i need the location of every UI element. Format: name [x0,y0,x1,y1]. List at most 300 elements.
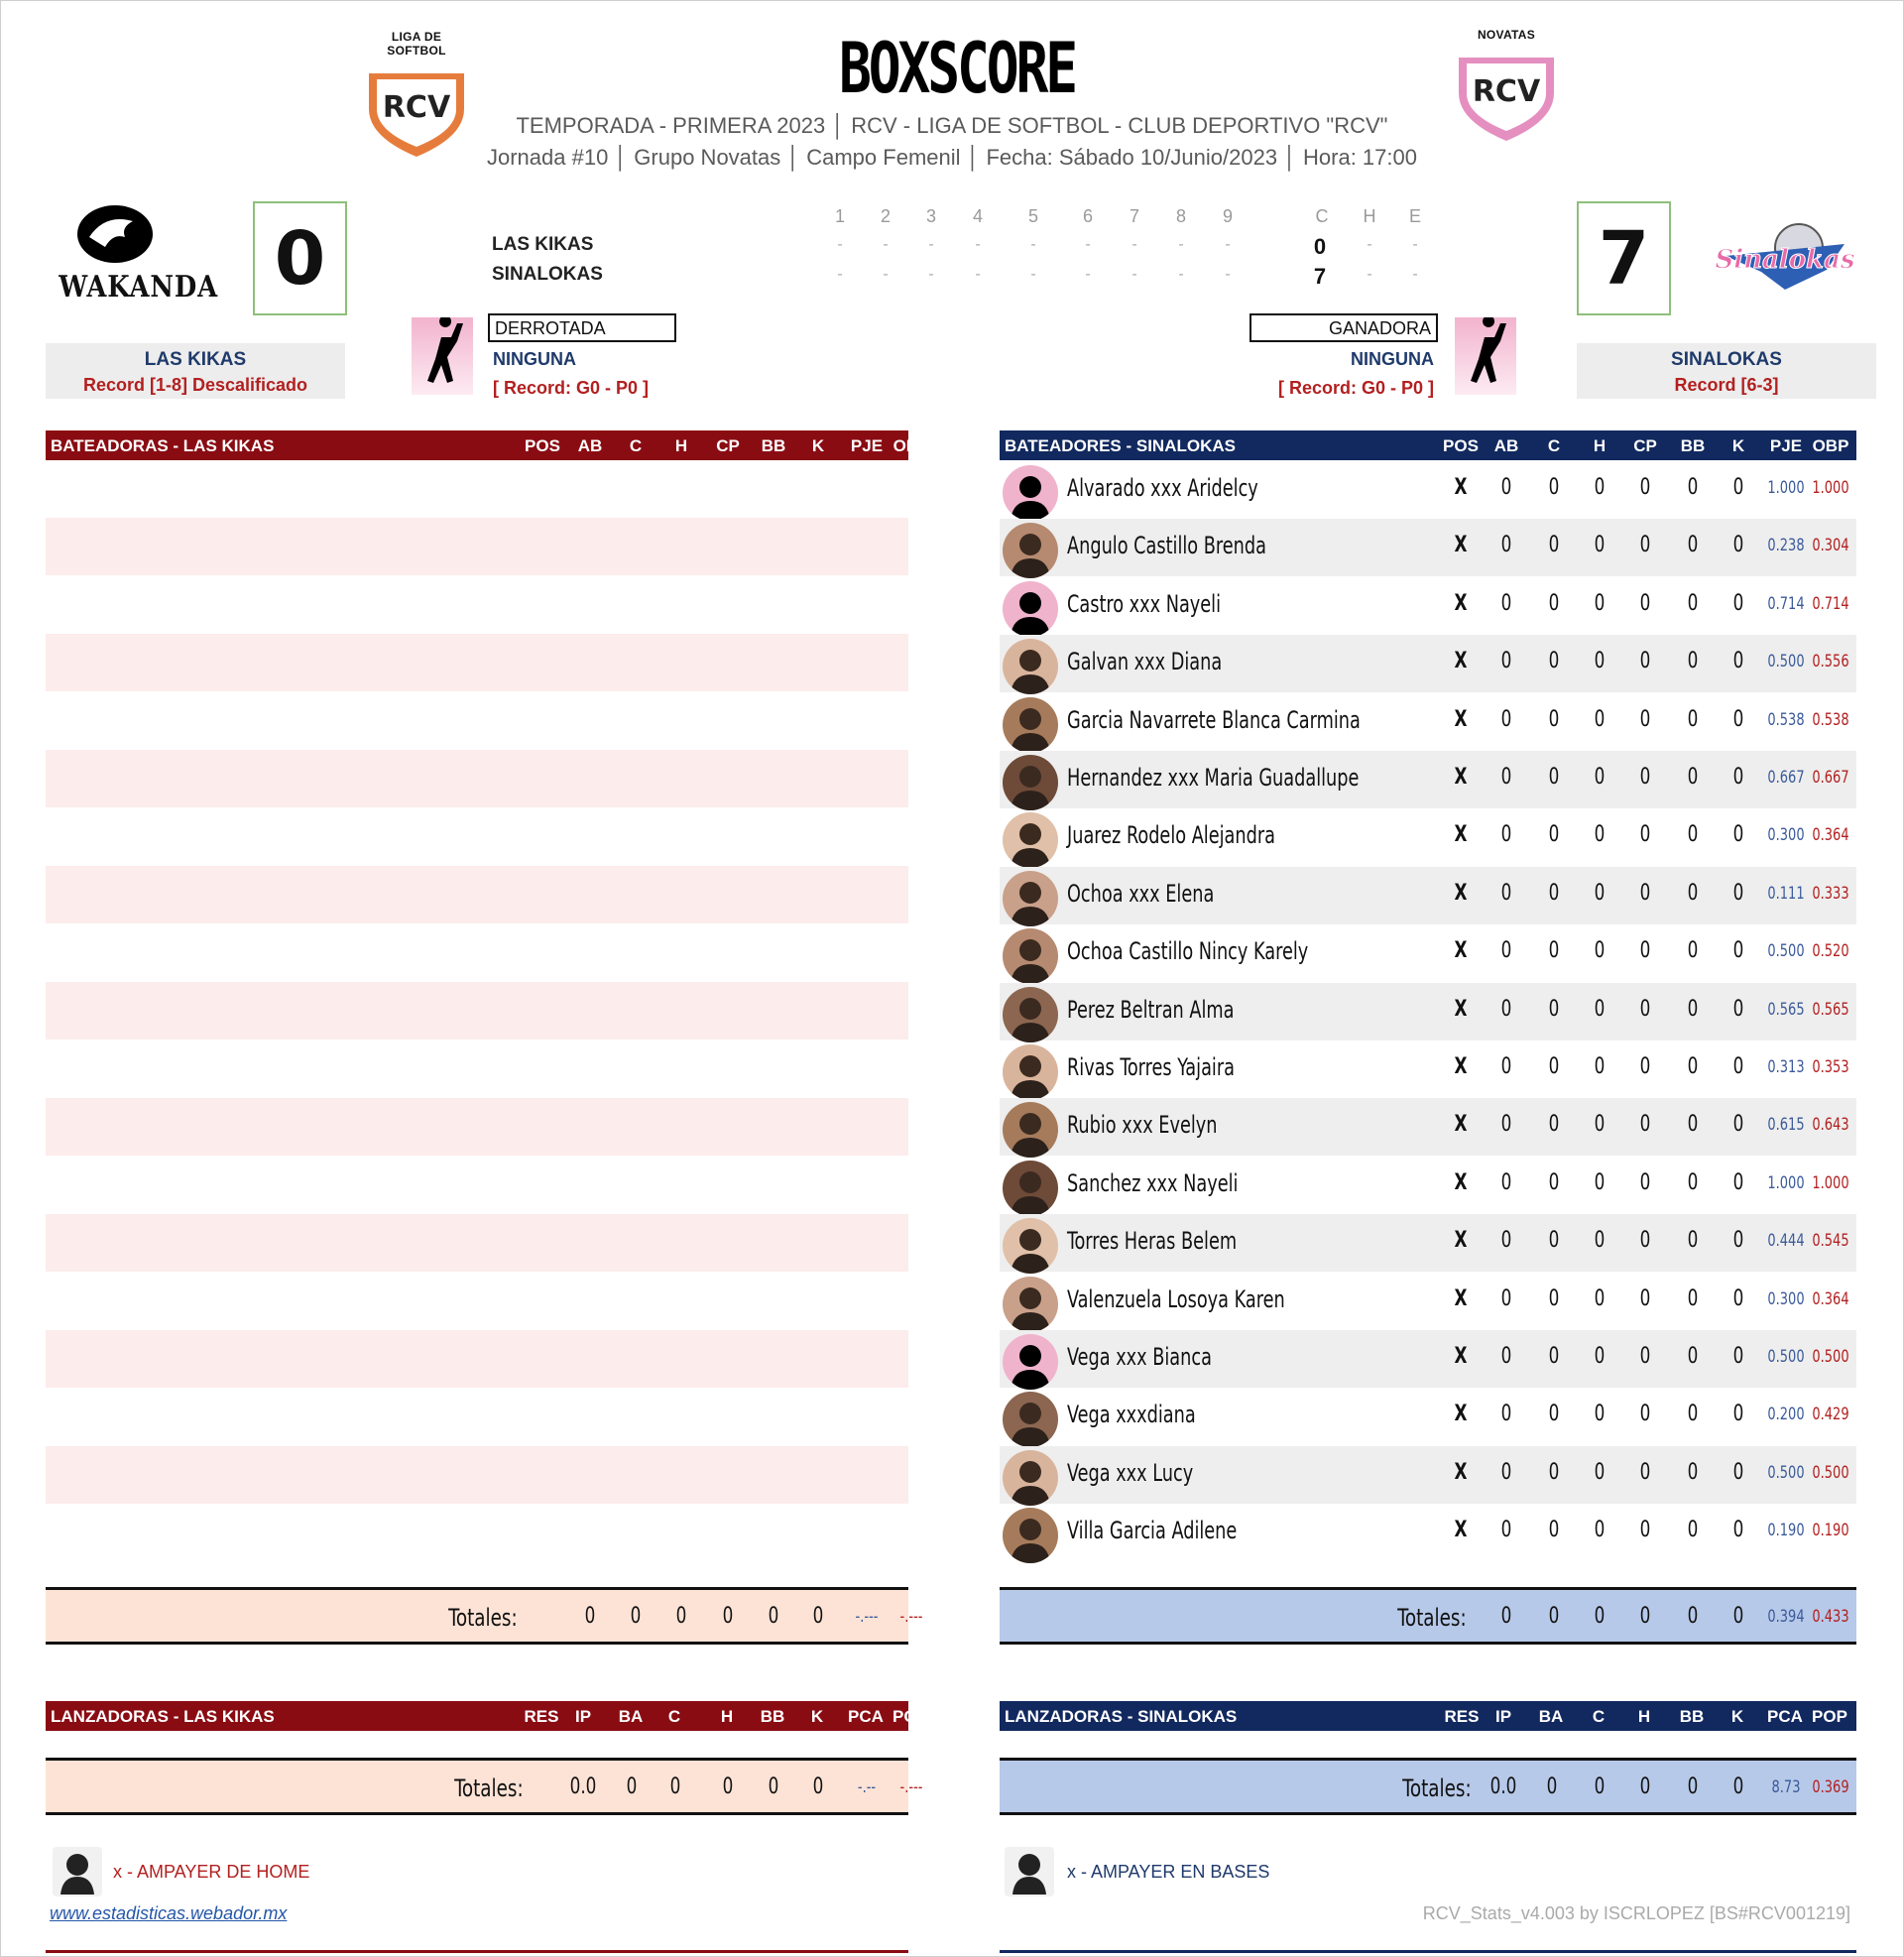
player-name: Sanchez xxx Nayeli [1067,1168,1239,1197]
player-stat: 0 [1732,1169,1744,1195]
total-value: 0 [1732,1774,1744,1799]
total-obp: -.--- [899,1607,923,1627]
winning-pitcher-name: NINGUNA [1351,349,1434,369]
player-stat: 0 [1500,822,1512,848]
player-stat: 0 [1548,1228,1560,1254]
away-inning-score: - [883,236,889,253]
total-value: 0 [1687,1774,1699,1799]
umpire-icon [1005,1847,1054,1896]
table-row [1000,1388,1856,1445]
player-stat: 0 [1732,765,1744,790]
total-value: 0 [626,1774,638,1799]
total-obp: 0.369 [1812,1777,1849,1797]
away-team-logo [50,203,218,305]
column-header-bb: BB [761,436,786,455]
player-name: Castro xxx Nayeli [1067,589,1222,618]
total-value: 0 [1548,1604,1560,1629]
player-pje: 0.238 [1767,536,1805,556]
losing-pitcher-name: NINGUNA [493,349,576,369]
player-stat: 0 [1500,1518,1512,1543]
umpire-icon [53,1847,102,1896]
player-name: Valenzuela Losoya Karen [1067,1284,1285,1313]
home-team-record: Record [6-3] [1674,375,1779,395]
total-value: 0 [584,1604,596,1629]
player-pje: 1.000 [1767,478,1805,498]
player-stat: 0 [1548,590,1560,616]
player-name: Juarez Rodelo Alejandra [1067,821,1275,850]
player-stat: 0 [1548,706,1560,732]
away-inning-score: - [1178,236,1184,253]
rhe-header: C [1315,206,1329,226]
away-runs: 0 [1313,234,1327,259]
player-stat: 0 [1687,822,1699,848]
player-pos: X [1454,765,1468,790]
home-pitching-totals [1000,1758,1856,1815]
total-pje: 8.73 [1771,1777,1801,1797]
total-value: 0 [1594,1774,1606,1799]
player-pos: X [1454,1112,1468,1138]
player-obp: 0.190 [1812,1521,1849,1541]
novatas-logo-text: RCV [1472,74,1541,109]
player-stat: 0 [1639,475,1651,500]
player-obp: 0.538 [1812,709,1849,730]
away-inning-score: - [1225,236,1231,253]
home-inning-score: - [975,266,981,283]
player-stat: 0 [1639,1459,1651,1485]
player-silhouette-icon [1003,639,1058,694]
home-inning-score: - [1225,266,1231,283]
player-stat: 0 [1548,1344,1560,1369]
total-value: 0 [1594,1604,1606,1629]
player-stat: 0 [1732,1344,1744,1369]
total-obp: 0.433 [1812,1607,1849,1627]
player-stat: 0 [1687,996,1699,1022]
player-obp: 0.353 [1812,1057,1849,1077]
linescore-home-name: SINALOKAS [492,264,603,285]
player-stat: 0 [1548,533,1560,558]
player-avatar [1003,1218,1058,1274]
inning-number: 7 [1129,206,1139,226]
player-stat: 0 [1639,1518,1651,1543]
column-header-ip: IP [574,1707,592,1726]
column-header-pop: POP [1812,1707,1847,1726]
away-batting-row [46,866,908,923]
total-obp: -.--- [899,1777,923,1797]
total-value: 0 [722,1604,734,1629]
home-rhe-dash: - [1412,266,1418,283]
player-silhouette-icon [1003,1044,1058,1100]
away-batting-row [46,1214,908,1272]
page-title: BOXSCORE [838,28,1076,109]
column-header-c: C [1547,436,1561,455]
player-stat: 0 [1687,1112,1699,1138]
player-pos: X [1454,706,1468,732]
player-name: Vega xxxdiana [1067,1401,1196,1429]
player-silhouette-icon [1003,1450,1058,1506]
player-obp: 0.304 [1812,536,1849,556]
player-pje: 0.538 [1767,709,1805,730]
inning-number: 2 [880,206,891,226]
away-pitching-header [46,1701,928,1731]
away-record-panel [46,343,345,399]
player-stat: 0 [1639,649,1651,674]
player-stat: 0 [1687,1402,1699,1427]
total-pje: -.--- [855,1607,879,1627]
player-stat: 0 [1500,1344,1512,1369]
column-header-pca: PCA [848,1707,884,1726]
away-team-name: LAS KIKAS [144,349,247,370]
column-header-k: K [811,436,825,455]
player-stat: 0 [1732,649,1744,674]
base-umpire-text: x - AMPAYER EN BASES [1067,1862,1270,1882]
home-inning-score: - [928,266,934,283]
player-stat: 0 [1594,1344,1606,1369]
player-pje: 0.190 [1767,1521,1805,1541]
player-stat: 0 [1687,475,1699,500]
table-row [1000,1446,1856,1504]
away-batting-row [46,750,908,807]
player-pos: X [1454,938,1468,964]
player-stat: 0 [1639,1054,1651,1079]
player-pos: X [1454,1344,1468,1369]
player-stat: 0 [1594,765,1606,790]
player-silhouette-icon [1003,1161,1058,1216]
player-obp: 0.364 [1812,825,1849,846]
home-batting-header [1000,430,1856,460]
player-stat: 0 [1639,765,1651,790]
player-name: Perez Beltran Alma [1067,995,1235,1024]
total-value: 0 [722,1774,734,1799]
away-rhe-dash: - [1367,236,1372,253]
player-stat: 0 [1639,1228,1651,1254]
home-inning-score: - [1030,266,1036,283]
column-header-bb: BB [760,1707,785,1726]
home-rhe-dash: - [1367,266,1372,283]
column-header-pop: POP [892,1707,928,1726]
player-silhouette-icon [1003,1218,1058,1274]
player-pje: 0.500 [1767,1347,1805,1367]
player-stat: 0 [1500,590,1512,616]
pitcher-silhouette-icon [1455,317,1516,395]
home-batting-totals [1000,1587,1856,1645]
player-stat: 0 [1548,938,1560,964]
player-stat: 0 [1639,1344,1651,1369]
player-name: Alvarado xxx Aridelcy [1067,474,1258,502]
column-header-bb: BB [1679,1707,1705,1726]
player-silhouette-icon [1003,812,1058,868]
away-inning-score: - [1030,236,1036,253]
player-stat: 0 [1732,996,1744,1022]
total-value: 0 [1546,1774,1558,1799]
player-obp: 0.545 [1812,1231,1849,1252]
home-team-name: SINALOKAS [1671,349,1782,370]
novatas-logo-caption: NOVATAS [1477,28,1536,42]
player-stat: 0 [1639,938,1651,964]
player-stat: 0 [1548,822,1560,848]
player-obp: 0.500 [1812,1347,1849,1367]
column-header-ba: BA [618,1707,644,1726]
player-pje: 0.500 [1767,941,1805,962]
player-stat: 0 [1687,1054,1699,1079]
total-ip: 0.0 [1489,1774,1517,1799]
player-stat: 0 [1687,590,1699,616]
away-batting-row [46,1446,908,1504]
player-pos: X [1454,880,1468,906]
player-stat: 0 [1500,1459,1512,1485]
player-stat: 0 [1732,1228,1744,1254]
column-header-ip: IP [1494,1707,1512,1726]
column-header-ab: AB [577,436,603,455]
column-header-pje: PJE [1769,436,1803,455]
column-header-c: C [1592,1707,1606,1726]
player-obp: 0.643 [1812,1115,1849,1136]
home-logo-text: Sinalokas [1716,245,1854,275]
player-stat: 0 [1687,706,1699,732]
away-batting-row [46,634,908,691]
player-avatar [1003,1508,1058,1563]
player-name: Angulo Castillo Brenda [1067,532,1266,560]
player-stat: 0 [1548,1402,1560,1427]
sinalokas-logo-icon [1716,220,1854,294]
player-name: Ochoa Castillo Nincy Karely [1067,937,1309,966]
winning-pitcher-record: [ Record: G0 - P0 ] [1277,378,1434,398]
player-avatar [1003,697,1058,753]
away-inning-score: - [1085,236,1091,253]
home-inning-score: - [1085,266,1091,283]
player-stat: 0 [1500,706,1512,732]
player-pje: 0.300 [1767,1288,1805,1309]
table-row [1000,1157,1856,1214]
column-header-pos: POS [1443,436,1479,455]
player-stat: 0 [1594,1285,1606,1311]
player-stat: 0 [1500,1112,1512,1138]
away-batting-row [46,1098,908,1156]
player-stat: 0 [1594,822,1606,848]
player-silhouette-icon [1003,1392,1058,1447]
player-silhouette-icon [1003,755,1058,810]
total-value: 0 [675,1604,687,1629]
away-logo-text: WAKANDA [59,270,218,305]
player-obp: 0.667 [1812,768,1849,788]
player-pje: 0.667 [1767,768,1805,788]
away-pitching-title: LANZADORAS - LAS KIKAS [51,1707,275,1726]
total-pje: 0.394 [1767,1607,1805,1627]
player-stat: 0 [1594,1054,1606,1079]
player-silhouette-icon [1003,871,1058,926]
home-pitching-header [1000,1701,1856,1731]
player-stat: 0 [1639,1285,1651,1311]
player-avatar [1003,987,1058,1042]
league-logo-caption: LIGA DE SOFTBOL [387,30,446,58]
away-inning-score: - [975,236,981,253]
column-header-ba: BA [1538,1707,1564,1726]
player-stat: 0 [1732,1402,1744,1427]
player-stat: 0 [1548,1285,1560,1311]
total-ip: 0.0 [569,1774,597,1799]
away-pitching-totals [46,1758,923,1815]
player-stat: 0 [1732,938,1744,964]
player-stat: 0 [1594,1169,1606,1195]
player-stat: 0 [1500,1054,1512,1079]
player-pos: X [1454,590,1468,616]
total-value: 0 [630,1604,642,1629]
player-stat: 0 [1687,1285,1699,1311]
player-pje: 0.200 [1767,1405,1805,1425]
player-pje: 0.500 [1767,1462,1805,1483]
table-row [1000,808,1856,866]
player-stat: 0 [1732,1054,1744,1079]
total-value: 0 [1639,1604,1651,1629]
player-stat: 0 [1594,1459,1606,1485]
home-inning-score: - [1131,266,1137,283]
column-header-k: K [1730,1707,1744,1726]
away-inning-score: - [928,236,934,253]
player-stat: 0 [1594,938,1606,964]
player-stat: 0 [1639,590,1651,616]
column-header-obp: OBP [1812,436,1849,455]
player-name: Villa Garcia Adilene [1067,1517,1238,1545]
player-stat: 0 [1639,706,1651,732]
player-pos: X [1454,1459,1468,1485]
away-batting-row [46,1330,908,1388]
player-obp: 0.565 [1812,999,1849,1020]
inning-number: 6 [1082,206,1093,226]
player-stat: 0 [1500,1228,1512,1254]
player-stat: 0 [1594,1112,1606,1138]
player-stat: 0 [1548,765,1560,790]
base-umpire-avatar [1005,1847,1054,1896]
player-stat: 0 [1500,938,1512,964]
total-value: 0 [768,1774,779,1799]
player-avatar [1003,1334,1058,1390]
column-header-cp: CP [1633,436,1657,455]
stats-website-link[interactable]: www.estadisticas.webador.mx [50,1903,288,1923]
inning-number: 1 [834,206,845,226]
totals-label: Totales: [1397,1604,1467,1632]
player-pje: 0.111 [1767,883,1805,904]
total-value: 0 [1732,1604,1744,1629]
column-header-k: K [1731,436,1745,455]
player-avatar [1003,523,1058,578]
player-stat: 0 [1687,533,1699,558]
player-stat: 0 [1687,938,1699,964]
league-logo-right [1451,28,1562,150]
player-pje: 0.313 [1767,1057,1805,1077]
table-row [1000,577,1856,635]
totals-label: Totales: [1402,1774,1472,1802]
home-record-panel [1577,343,1876,399]
player-stat: 0 [1500,1402,1512,1427]
player-obp: 0.364 [1812,1288,1849,1309]
player-silhouette-icon [1003,697,1058,753]
home-inning-score: - [1178,266,1184,283]
player-pje: 0.500 [1767,652,1805,673]
home-score: 7 [1577,201,1671,315]
away-batting-header [46,430,930,460]
player-stat: 0 [1594,475,1606,500]
home-inning-score: - [883,266,889,283]
player-name: Hernandez xxx Maria Guadallupe [1067,764,1360,792]
player-stat: 0 [1548,996,1560,1022]
away-team-record: Record [1-8] Descalificado [82,375,308,395]
table-row [1000,461,1856,519]
column-header-h: H [720,1707,734,1726]
column-header-c: C [667,1707,681,1726]
player-pos: X [1454,1285,1468,1311]
player-stat: 0 [1594,880,1606,906]
player-stat: 0 [1500,765,1512,790]
home-runs: 7 [1313,264,1327,289]
table-row [1000,1273,1856,1330]
away-rhe-dash: - [1412,236,1418,253]
player-pos: X [1454,1054,1468,1079]
winning-pitcher-image [1455,317,1516,395]
player-silhouette-icon [1003,987,1058,1042]
total-pje: -.-- [857,1777,877,1797]
player-avatar [1003,871,1058,926]
player-stat: 0 [1500,1169,1512,1195]
player-stat: 0 [1500,533,1512,558]
player-silhouette-icon [1003,928,1058,984]
player-silhouette-icon [1003,1334,1058,1390]
column-header-c: C [629,436,643,455]
player-name: Vega xxx Bianca [1067,1343,1212,1371]
rhe-header: E [1408,206,1421,226]
player-name: Torres Heras Belem [1067,1227,1238,1256]
player-name: Garcia Navarrete Blanca Carmina [1067,705,1361,734]
player-pje: 0.615 [1767,1115,1805,1136]
away-batting-row [46,982,908,1040]
inning-number: 4 [972,206,983,226]
player-stat: 0 [1687,1459,1699,1485]
total-value: 0 [768,1604,779,1629]
league-logo-text: RCV [382,90,451,125]
player-avatar [1003,1102,1058,1158]
away-batting-row [46,518,908,575]
player-stat: 0 [1500,880,1512,906]
game-info-line: Jornada #10 │ Grupo Novatas │ Campo Femenil │ Fecha: Sábado 10/Junio/2023 │ Hora: 17:00 [487,145,1417,170]
player-avatar [1003,1392,1058,1447]
player-stat: 0 [1732,1518,1744,1543]
player-avatar [1003,1277,1058,1332]
column-header-h: H [1593,436,1606,455]
player-stat: 0 [1548,880,1560,906]
player-avatar [1003,812,1058,868]
player-stat: 0 [1594,706,1606,732]
column-header-cp: CP [716,436,740,455]
season-line: TEMPORADA - PRIMERA 2023 │ RCV - LIGA DE SOFTBOL - CLUB DEPORTIVO "RCV" [516,113,1388,138]
table-row [1000,1504,1856,1561]
losing-label: DERROTADA [488,313,676,342]
table-row [1000,867,1856,924]
player-pos: X [1454,996,1468,1022]
player-pos: X [1454,533,1468,558]
table-row [1000,1330,1856,1388]
player-stat: 0 [1639,1169,1651,1195]
player-stat: 0 [1639,1402,1651,1427]
inning-number: 5 [1027,206,1038,226]
player-pos: X [1454,475,1468,500]
player-stat: 0 [1732,706,1744,732]
player-stat: 0 [1500,475,1512,500]
player-pje: 0.565 [1767,999,1805,1020]
player-stat: 0 [1639,533,1651,558]
player-silhouette-icon [1003,523,1058,578]
player-stat: 0 [1594,1402,1606,1427]
player-obp: 0.520 [1812,941,1849,962]
novatas-shield-icon [1451,42,1562,145]
player-pje: 0.714 [1767,593,1805,614]
